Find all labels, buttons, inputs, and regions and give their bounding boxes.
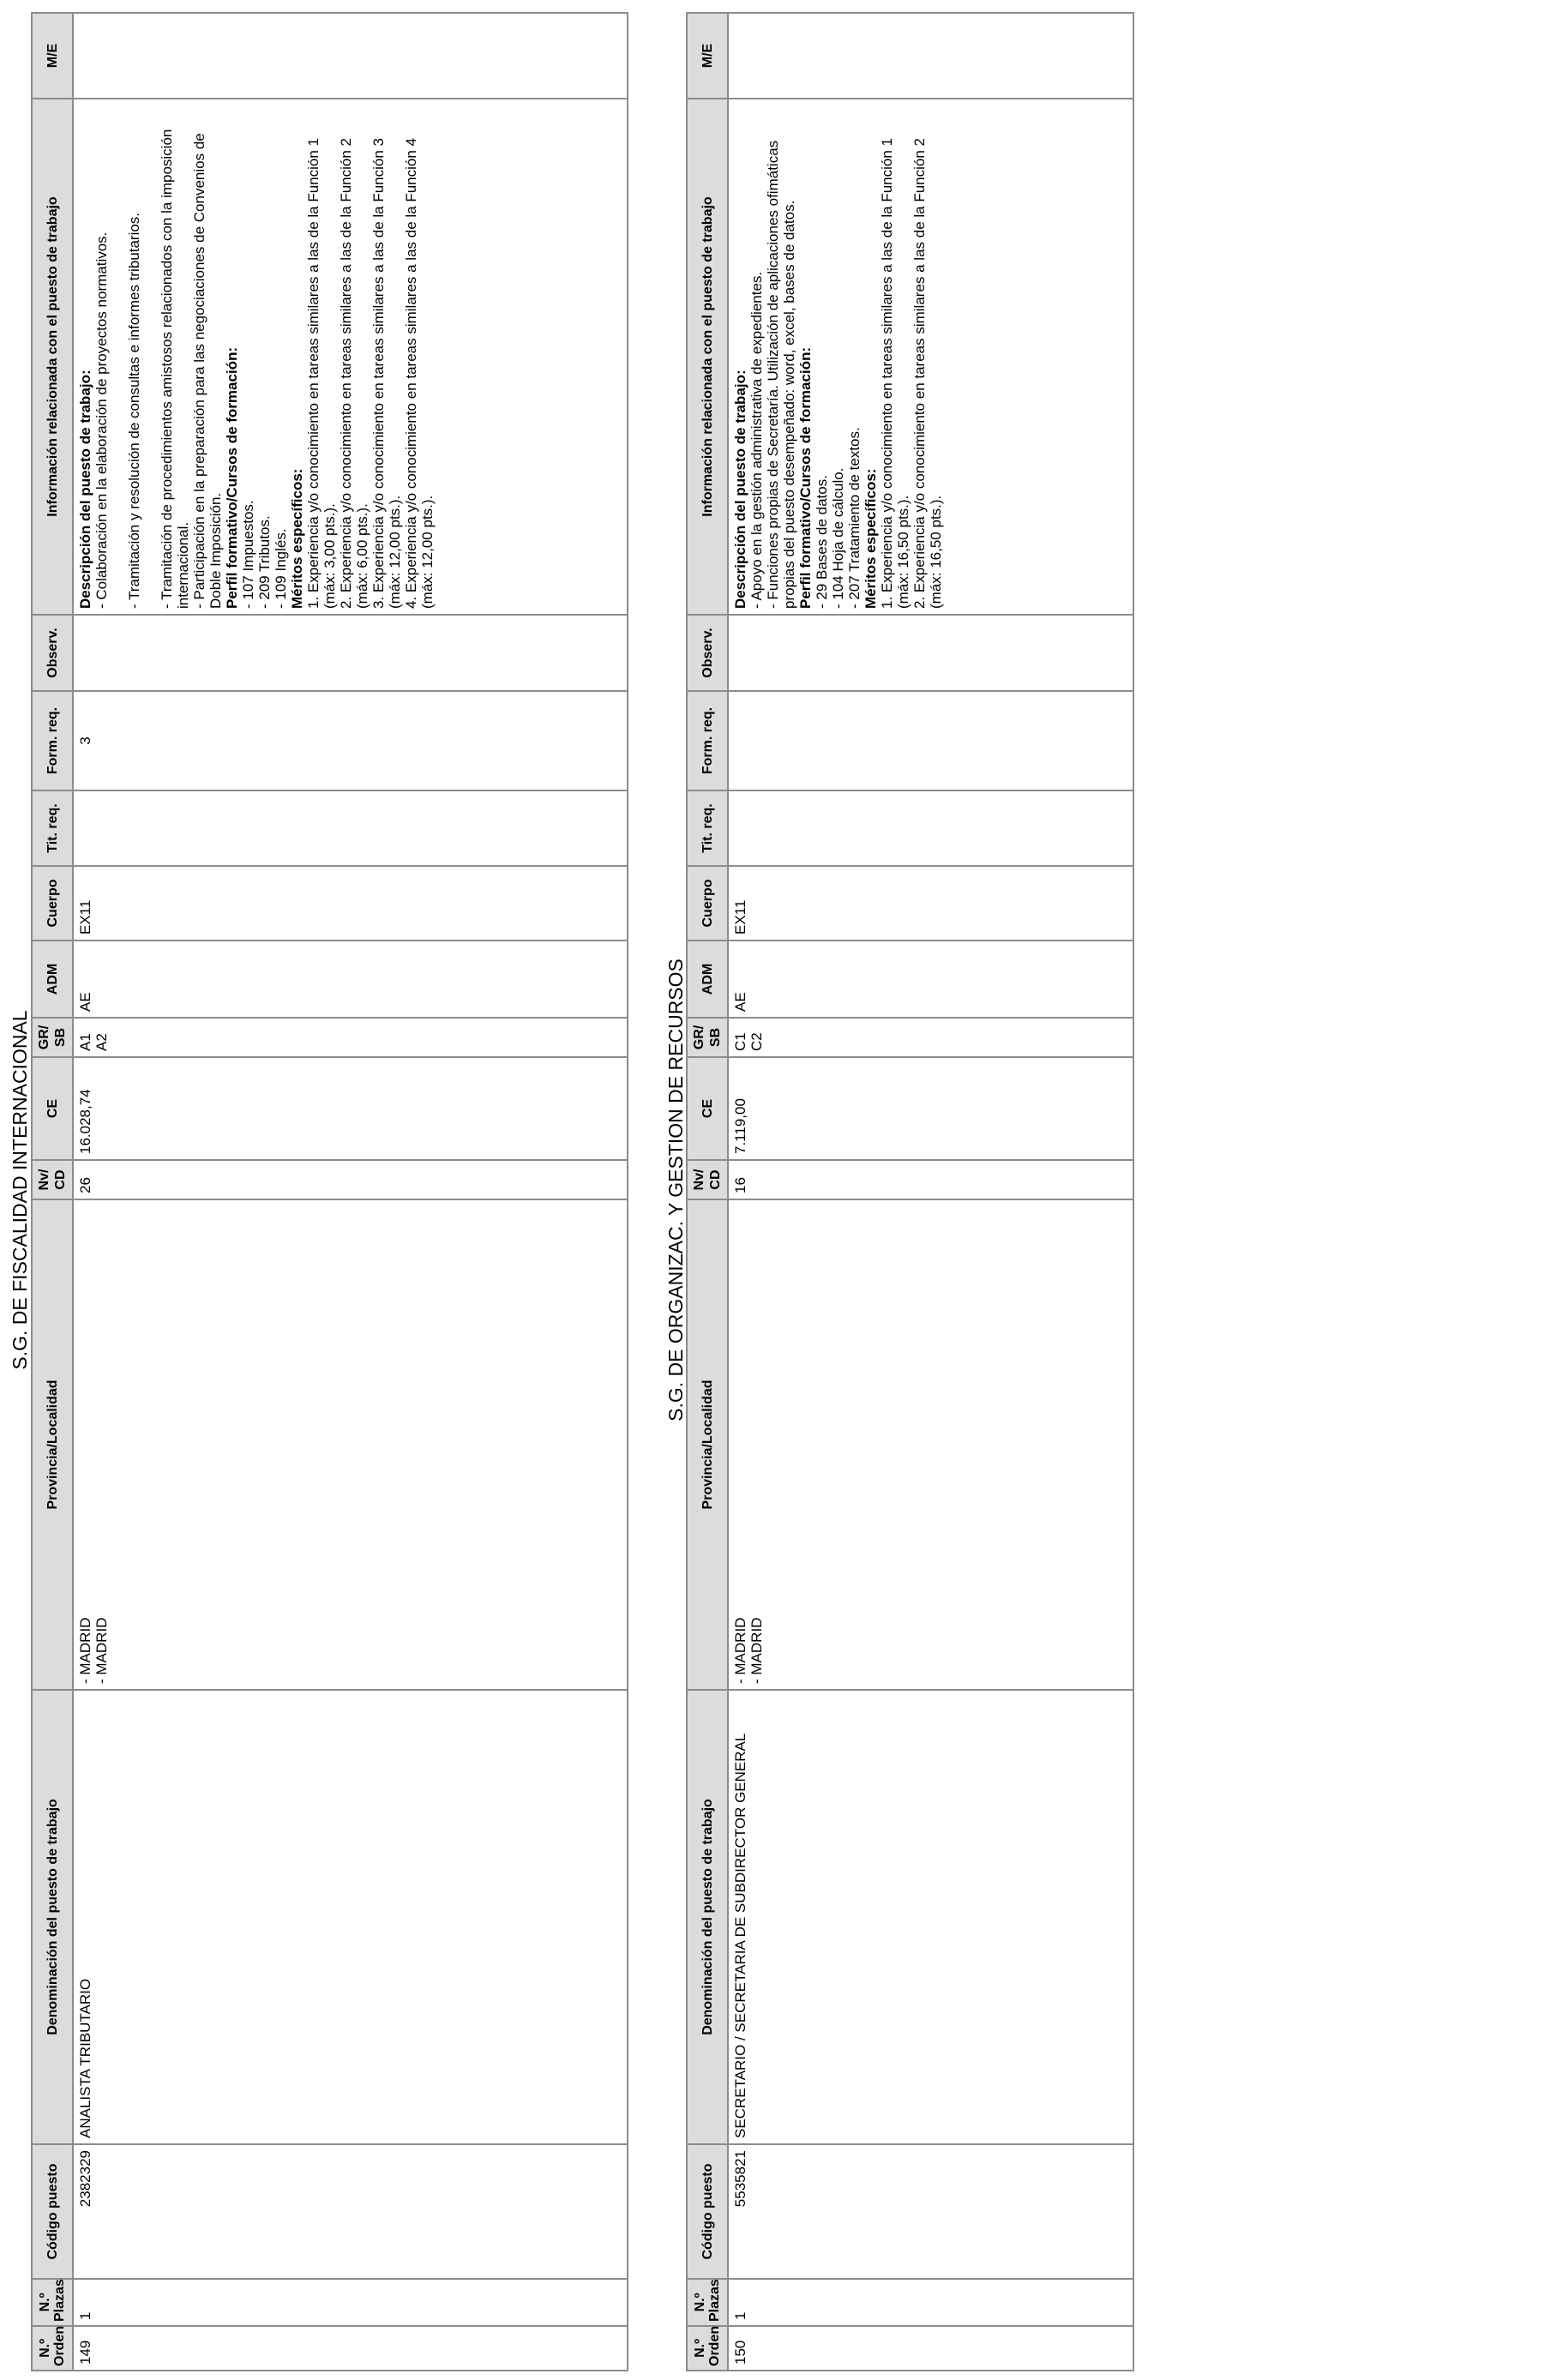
perfil-heading: Perfil formativo/Cursos de formación: bbox=[224, 346, 240, 609]
cell-info: Descripción del puesto de trabajo: - Apoyo en la gestión administrativa de expedientes. - Funciones propias de Secretaría. Utilización de aplicaciones ofimáticas propias del puesto desempeñado: word, excel, bases de datos. Perfil formativo/Cursos de formación: - 29 Bases de datos. - 104 Hoja de cálculo. - 207 Tratamiento de textos. Méritos específicos: 1. Experiencia y/o conocimiento en tareas similares a las de la Función 1 (máx: 16,50 pts.). 2. Experiencia y/o conocimiento en tareas similares a las de la Función 2 (máx: 16,50 pts.). bbox=[728, 99, 1133, 615]
cell-provincia: - MADRID - MADRID bbox=[73, 1199, 628, 1690]
header-tit: Tit. req. bbox=[32, 790, 73, 866]
header-row bbox=[687, 13, 728, 2371]
cell-ce: 16.028,74 bbox=[73, 1057, 628, 1160]
cell-cuerpo: EX11 bbox=[728, 866, 1133, 941]
header-provincia: Provincia/Localidad bbox=[32, 1199, 73, 1690]
cell-plazas: 1 bbox=[73, 2279, 628, 2326]
header-gr-sb: GR/ SB bbox=[32, 1018, 73, 1057]
header-adm: ADM bbox=[32, 941, 73, 1018]
header-row bbox=[32, 13, 73, 2371]
header-me: M/E bbox=[32, 13, 73, 99]
header-plazas: N.º Plazas bbox=[687, 2279, 728, 2326]
header-form: Form. req. bbox=[687, 691, 728, 790]
header-cuerpo: Cuerpo bbox=[32, 866, 73, 941]
header-plazas: N.º Plazas bbox=[32, 2279, 73, 2326]
cell-observ bbox=[73, 615, 628, 691]
cell-form: 3 bbox=[73, 691, 628, 790]
positions-table bbox=[31, 12, 628, 2371]
cell-form bbox=[728, 691, 1133, 790]
cell-codigo: 2382329 bbox=[73, 2144, 628, 2279]
header-cuerpo: Cuerpo bbox=[687, 866, 728, 941]
cell-cuerpo: EX11 bbox=[73, 866, 628, 941]
header-ce: CE bbox=[32, 1057, 73, 1160]
table-row bbox=[73, 13, 628, 2371]
header-me: M/E bbox=[687, 13, 728, 99]
cell-tit bbox=[728, 790, 1133, 866]
cell-observ bbox=[728, 615, 1133, 691]
cell-codigo: 5535821 bbox=[728, 2144, 1133, 2279]
header-provincia: Provincia/Localidad bbox=[687, 1199, 728, 1690]
header-orden: N.º Orden bbox=[687, 2326, 728, 2371]
meritos-heading: Méritos específicos: bbox=[289, 468, 305, 609]
table-row bbox=[728, 13, 1133, 2371]
cell-adm: AE bbox=[73, 941, 628, 1018]
cell-provincia: - MADRID - MADRID bbox=[728, 1199, 1133, 1690]
cell-denominacion: ANALISTA TRIBUTARIO bbox=[73, 1690, 628, 2144]
cell-plazas: 1 bbox=[728, 2279, 1133, 2326]
cell-gr: C1 C2 bbox=[728, 1018, 1133, 1057]
header-form: Form. req. bbox=[32, 691, 73, 790]
header-info: Información relacionada con el puesto de trabajo bbox=[687, 99, 728, 615]
header-tit: Tit. req. bbox=[687, 790, 728, 866]
cell-me bbox=[73, 13, 628, 99]
header-codigo: Código puesto bbox=[687, 2144, 728, 2279]
header-adm: ADM bbox=[687, 941, 728, 1018]
header-nv-cd: Nv/ CD bbox=[32, 1160, 73, 1199]
header-orden: N.º Orden bbox=[32, 2326, 73, 2371]
cell-gr: A1 A2 bbox=[73, 1018, 628, 1057]
header-codigo: Código puesto bbox=[32, 2144, 73, 2279]
desc-heading: Descripción del puesto de trabajo: bbox=[732, 370, 748, 609]
cell-tit bbox=[73, 790, 628, 866]
cell-orden: 150 bbox=[728, 2326, 1133, 2371]
cell-ce: 7.119,00 bbox=[728, 1057, 1133, 1160]
header-gr-sb: GR/ SB bbox=[687, 1018, 728, 1057]
cell-me bbox=[728, 13, 1133, 99]
cell-adm: AE bbox=[728, 941, 1133, 1018]
cell-denominacion: SECRETARIO / SECRETARIA DE SUBDIRECTOR GENERAL bbox=[728, 1690, 1133, 2144]
cell-info: Descripción del puesto de trabajo: - Colaboración en la elaboración de proyectos normativos. - Tramitación y resolución de consultas e informes tributarios. - Tramitación de procedimientos amistosos relacionados con la imposición internacional. - Participación en la preparación para las negociaciones de Convenios de Doble Imposición. Perfil formativo/Cursos de formación: - 107 Impuestos. - 209 Tributos. - 109 Inglés. Méritos específicos: 1. Experiencia y/o conocimiento en tareas similares a las de la Función 1 (máx: 3,00 pts.). 2. Experiencia y/o conocimiento en tareas similares a las de la Función 2 (máx: 6,00 pts.). 3. Experiencia y/o conocimiento en tareas similares a las de la Función 3 (máx: 12,00 pts.). 4. Experiencia y/o conocimiento en tareas similares a las de la Función 4 (máx: 12,00 pts.). bbox=[73, 99, 628, 615]
cell-orden: 149 bbox=[73, 2326, 628, 2371]
positions-table bbox=[686, 12, 1134, 2371]
header-denominacion: Denominación del puesto de trabajo bbox=[32, 1690, 73, 2144]
header-nv-cd: Nv/ CD bbox=[687, 1160, 728, 1199]
section-title: S.G. DE FISCALIDAD INTERNACIONAL bbox=[9, 1010, 31, 1370]
header-info: Información relacionada con el puesto de trabajo bbox=[32, 99, 73, 615]
perfil-heading: Perfil formativo/Cursos de formación: bbox=[797, 346, 814, 609]
header-ce: CE bbox=[687, 1057, 728, 1160]
header-denominacion: Denominación del puesto de trabajo bbox=[687, 1690, 728, 2144]
desc-heading: Descripción del puesto de trabajo: bbox=[77, 370, 93, 609]
meritos-heading: Méritos específicos: bbox=[863, 468, 879, 609]
cell-nv: 16 bbox=[728, 1160, 1133, 1199]
header-observ: Observ. bbox=[687, 615, 728, 691]
section-title: S.G. DE ORGANIZAC. Y GESTION DE RECURSOS bbox=[664, 959, 687, 1421]
header-observ: Observ. bbox=[32, 615, 73, 691]
cell-nv: 26 bbox=[73, 1160, 628, 1199]
